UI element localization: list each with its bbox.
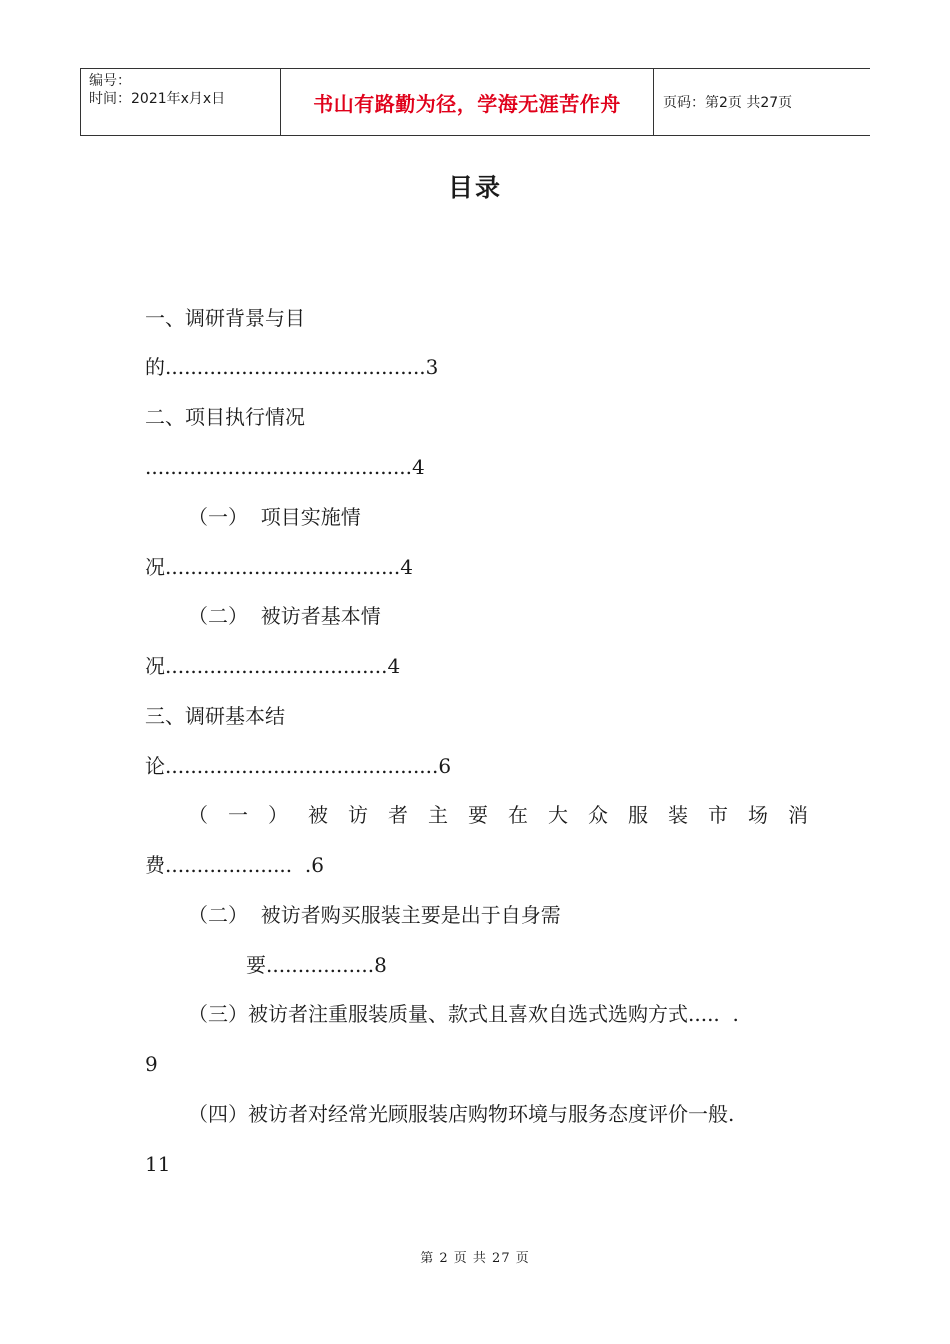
toc-line: 9	[145, 1052, 158, 1076]
serial-label: 编号：	[89, 73, 131, 89]
time-label: 时间：2021年x月x日	[89, 91, 226, 107]
toc-line: （四）被访者对经常光顾服装店购物环境与服务态度评价一般.	[188, 1102, 735, 1126]
toc-line: 况.....................................4	[145, 555, 413, 579]
toc-char: 装	[668, 803, 688, 827]
page-title: 目录	[447, 173, 502, 202]
toc-justified-line	[188, 803, 808, 827]
toc-char: 被	[308, 803, 328, 827]
page-footer: 第 2 页 共 27 页	[420, 1251, 530, 1266]
toc-line: 要.................8	[246, 953, 387, 977]
toc-char: 在	[508, 803, 528, 827]
toc-line: 二、项目执行情况	[145, 405, 305, 429]
toc-line: （一） 项目实施情	[188, 505, 361, 529]
toc-line: 11	[145, 1152, 171, 1176]
toc-line: 况...................................4	[145, 654, 401, 678]
toc-char: 一	[228, 803, 248, 827]
toc-line: 费.................... .6	[145, 853, 324, 877]
toc-char: 服	[628, 803, 648, 827]
toc-char: 访	[348, 803, 368, 827]
toc-char: 大	[548, 803, 568, 827]
toc-line: 的.........................................3	[145, 355, 439, 379]
toc-char: （	[188, 803, 208, 827]
header-page-info: 页码：第2页 共27页	[663, 95, 793, 111]
toc-char: 主	[428, 803, 448, 827]
toc-char: 市	[708, 803, 728, 827]
header-meta-cell	[80, 69, 281, 135]
toc-char: ）	[268, 803, 288, 827]
header-motto: 书山有路勤为径，学海无涯苦作舟	[281, 69, 654, 135]
toc-char: 众	[588, 803, 608, 827]
toc-char: 者	[388, 803, 408, 827]
toc-line: 论...........................................6	[145, 754, 452, 778]
toc-line: （二） 被访者购买服装主要是出于自身需	[188, 903, 561, 927]
toc-char: 消	[788, 803, 808, 827]
toc-line: 三、调研基本结	[145, 704, 285, 728]
toc-char: 要	[468, 803, 488, 827]
toc-char: 场	[748, 803, 768, 827]
page-header	[80, 68, 870, 136]
toc-line: ..........................................4	[145, 455, 425, 479]
toc-line: 一、调研背景与目	[145, 306, 305, 330]
toc-line: （三）被访者注重服装质量、款式且喜欢自选式选购方式..... .	[188, 1002, 739, 1026]
toc-line: （二） 被访者基本情	[188, 604, 381, 628]
